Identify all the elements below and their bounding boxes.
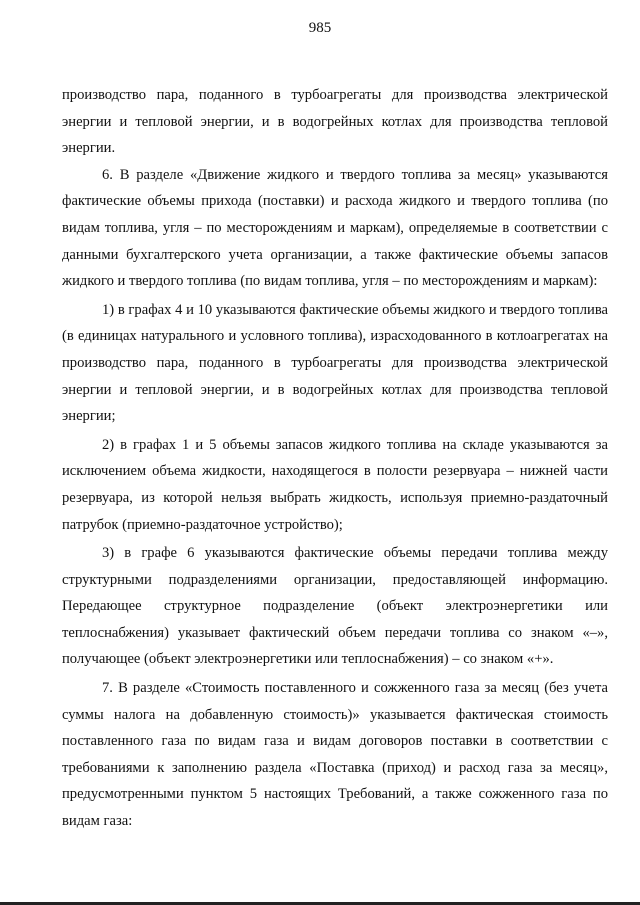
paragraph-continuation: производство пара, поданного в турбоагрегаты для производства электрической энергии и тепловой энергии, и в водогрейных котлах для производства тепловой энергии. bbox=[62, 87, 608, 157]
paragraph-item-7: 7. В разделе «Стоимость поставленного и сожженного газа за месяц (без учета суммы налога на добавленную стоимость)» указывается фактическая стоимость поставленного газа по видам газа и видам договоров поставки в соответствии с требованиями к заполнению раздела «Поставка (приход) и расход газа за месяц», предусмотренными пунктом 5 настоящих Требований, а также сожженного газа по видам газа: bbox=[62, 680, 608, 830]
paragraph-subitem-2: 2) в графах 1 и 5 объемы запасов жидкого топлива на складе указываются за исключением объема жидкости, находящегося в полости резервуара – нижней части резервуара, из которой нельзя выбрать жидкость, используя приемно-раздаточный патрубок (приемно-раздаточное устройство); bbox=[62, 436, 608, 533]
page-number: 985 bbox=[308, 20, 332, 36]
paragraph-item-6: 6. В разделе «Движение жидкого и твердого топлива за месяц» указываются фактические объемы прихода (поставки) и расхода жидкого и твердого топлива (по видам топлива, угля – по месторождениям и маркам), определяемые в соответствии с данными бухгалтерского учета организации, а также фактические объемы запасов жидкого и твердого топлива (по видам топлива, угля – по месторождениям и маркам): bbox=[62, 166, 608, 290]
document-body bbox=[62, 82, 608, 835]
paragraph-subitem-3: 3) в графе 6 указываются фактические объемы передачи топлива между структурными подразделениями организации, предоставляющей информацию. Передающее структурное подразделение (объект электроэнергетики или теплоснабжения) указывает фактический объем передачи топлива со знаком «–», получающее (объект электроэнергетики или теплоснабжения) – со знаком «+». bbox=[62, 545, 608, 668]
paragraph-subitem-1: 1) в графах 4 и 10 указываются фактические объемы жидкого и твердого топлива (в единицах натурального и условного топлива), израсходованного в котлоагрегатах на производство пара, поданного в турбоагрегаты для производства электрической энергии и тепловой энергии, и в водогрейных котлах для производства тепловой энергии; bbox=[62, 301, 608, 425]
